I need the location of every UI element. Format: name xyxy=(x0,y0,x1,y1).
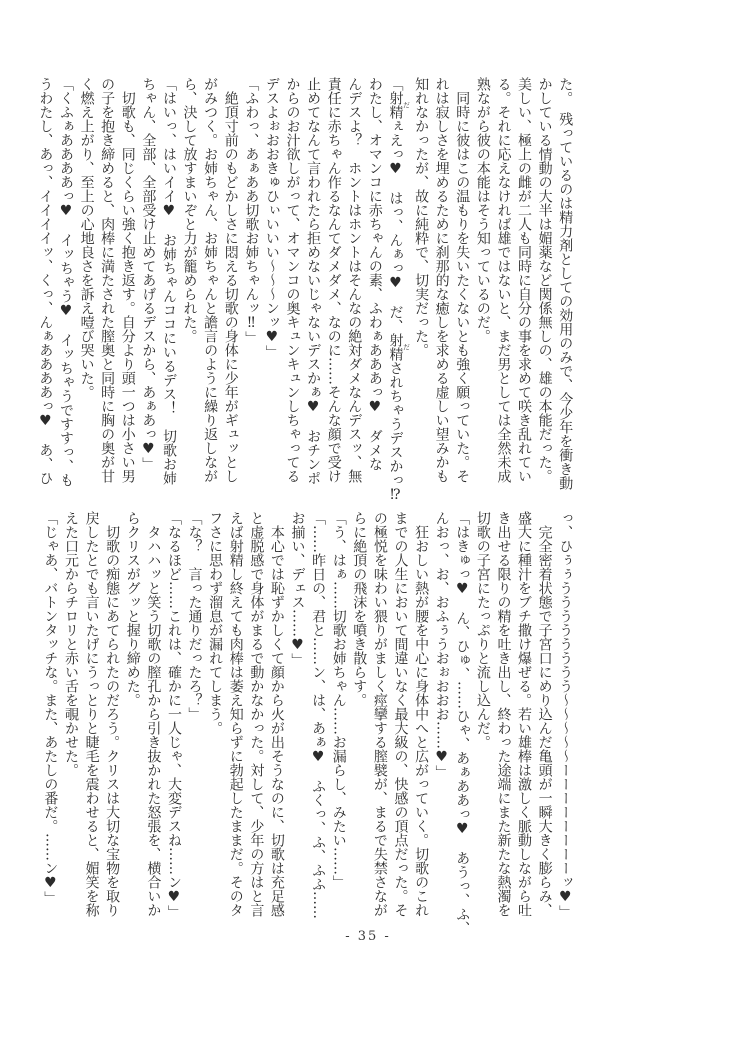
text-column: る。それに応えなければ雄ではないと、まだ男としては全然未成 xyxy=(495,77,512,483)
text-column: の極悦を味わい猥りがましく痙攣する膣襞が、まるで失禁さなが xyxy=(371,511,388,917)
text-column: えた口元からチロリと赤い舌を覗かせた。 xyxy=(62,511,79,777)
text-column: 「じゃあ、バトンタッチな。また、あたしの番だ。……ン♥」 xyxy=(42,511,59,905)
text-column: 「な？ 言った通りだったろ？」 xyxy=(186,511,203,721)
text-column: 完全密着状態で子宮口にめり込んだ亀頭が一瞬大きく膨らみ、 xyxy=(536,511,553,917)
text-column: と虚脱感で身体がまるで動かなかった。対して、少年の方はと言 xyxy=(248,511,265,917)
text-column: 責任に赤ちゃん作るなんてダメダメ、なのに……そんな顔で受け xyxy=(325,77,342,483)
text-column: 「くふぁああああっ♥ イッちゃう♥ イッちゃうですすっ、も xyxy=(57,77,74,487)
text-column: 本心では恥ずかしくて顔から火が出そうなのに、切歌は充足感 xyxy=(268,511,285,917)
text-column: からのお汁欲しがって、オマンコの奥キュンキュンしちゃってる xyxy=(284,77,301,483)
page-number: - 35 - xyxy=(345,929,391,944)
text-column: き出せる限りの精を吐き出し、終わった途端にまた新たな熱濁を xyxy=(495,511,512,917)
upper-text-block xyxy=(35,77,637,501)
text-column: 「……昨日の、君と……ン、は、あぁ♥ ふくっ、ふ、ふふ…… xyxy=(310,511,327,919)
text-column: デスよぉおおきゅひぃいいい～～～ンッ♥」 xyxy=(263,77,280,359)
text-column: んおっ、お、おふぅうおぉおおお……♥」 xyxy=(433,511,450,779)
text-column: 絶頂寸前のもどかしさに悶える切歌の身体に少年がギュッとし xyxy=(222,77,239,483)
text-column: えば射精し終えても肉棒は萎え知らずに勃起したままだ。そのタ xyxy=(227,511,244,917)
text-column: んデスよ？ ホントはホントはそんなの絶対ダメなんデスッ、無 xyxy=(346,77,363,483)
text-column: うわたし、あっ、イイイイッ、くっ、んぁああああっ♥ あ、ひ xyxy=(37,77,54,485)
lower-text-block xyxy=(40,511,637,935)
text-column: 切歌も、同じくらい強く抱き返す。自分より頭一つは小さい男 xyxy=(119,77,136,483)
text-column: 知れなかったが、故に純粋で、切実だった。 xyxy=(413,77,430,357)
text-column: タハハッと笑う切歌の膣孔から引き抜かれた怒張を、横合いか xyxy=(145,511,162,917)
text-column: 「なるほど……これは、確かに一人じゃ、大変デスね……ン♥」 xyxy=(165,511,182,919)
text-column: らクリスがグッと握り締めた。 xyxy=(124,511,141,707)
text-column: 切歌の子宮にたっぷりと流し込んだ。 xyxy=(474,511,491,749)
text-column: 狂おしい熱が腰を中心に身体中へと広がっていく。切歌のこれ xyxy=(413,511,430,917)
text-column: 「はいっ、はいイイ♥ お姉ちゃんココにいるデス！ 切歌お姉 xyxy=(160,77,177,485)
text-column: 「う、はぁ……切歌お姉ちゃん……お漏らし、みたい……」 xyxy=(330,511,347,889)
text-column: までの人生において間違いなく最大級の、快感の頂点だった。そ xyxy=(392,511,409,917)
text-column: 戻したとでも言いたげにうっとりと睫毛を震わせると、媚笑を称 xyxy=(83,511,100,917)
text-column: がみつく。お姉ちゃん、お姉ちゃんと譫言のように繰り返しなが xyxy=(202,77,219,483)
text-column: 「ふわっ、あぁああ切歌お姉ちゃんッ‼」 xyxy=(243,77,260,345)
text-column: フさに思わず溜息が漏れてしまう。 xyxy=(207,511,224,735)
text-column: 「はきゅっ♥ ん、ひゅ、……ひゃ、あぁああっ♥ あうっ、ふ、 xyxy=(454,511,471,935)
text-column: 美しい、極上の雌が二人も同時に自分の事を求めて咲き乱れてい xyxy=(516,77,533,483)
text-column: らに絶頂の飛沫を噴き散らす。 xyxy=(351,511,368,707)
text-column: ちゃん、全部、全部受け止めてあげるデスから、あぁあっ♥」 xyxy=(140,77,157,471)
text-column: お揃い、デェス……♥」 xyxy=(289,511,306,667)
text-column: 切歌の痴態にあてられたのだろう。クリスは大切な宝物を取り xyxy=(104,511,121,917)
text-column: っ、ひぅぅうううううううう～～～～～ーーーーーーーーッ♥」 xyxy=(557,511,574,919)
text-column: 止めてなんて言われたら拒めないじゃないデスかぁ♥ おチンポ xyxy=(305,77,322,485)
text-column: 盛大に種汁をブチ撒け爆ぜる。若い雄棒は激しく脈動しながら吐 xyxy=(516,511,533,917)
text-column: れは寂しさを埋めるために刹那的な癒しを求める虚しい望みかも xyxy=(433,77,450,483)
text-column: の子を抱き締めると、肉棒に満たされた膣奥と同時に胸の奥が甘 xyxy=(99,77,116,483)
text-column: 熟ながら彼の本能はそう知っているのだ。 xyxy=(474,77,491,343)
text-column: 同時に彼はこの温もりを失いたくないとも強く願っていた。そ xyxy=(454,77,471,483)
text-column: 「射精 だぇえっ♥ はっ、んぁっ♥ だ、射精 だされちゃうデスかっ⁉ xyxy=(387,77,411,503)
text-column: た。 残っているのは精力剤としての効用のみで、今少年を衝き動 xyxy=(557,77,574,490)
text-column: わたし、オマンコに赤ちゃんの素、ふわぁあああっ♥ ダメな xyxy=(366,77,383,471)
text-column: かしている情動の大半は媚薬など関係無しの、雄の本能だった。 xyxy=(536,77,553,483)
text-column: ら、決して放すまいぞと力が籠められた。 xyxy=(181,77,198,343)
text-column: く燃え上がり、至上の心地良さを訴え噎び哭いた。 xyxy=(78,77,95,399)
